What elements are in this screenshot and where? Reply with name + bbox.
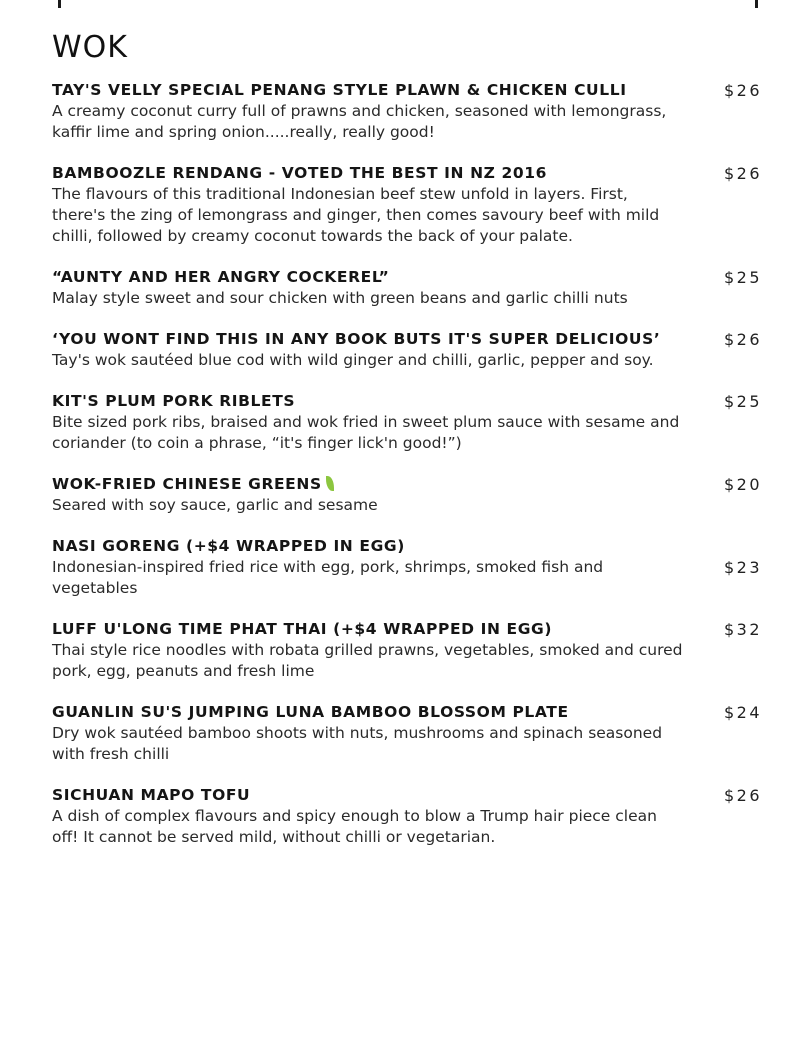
item-name: LUFF U'LONG TIME PHAT THAI (+$4 WRAPPED IN EGG): [52, 620, 553, 638]
item-name: GUANLIN SU'S JUMPING LUNA BAMBOO BLOSSOM PLATE: [52, 703, 569, 721]
menu-item: [52, 391, 764, 454]
border-tick: [755, 0, 758, 8]
menu-item: [52, 329, 764, 371]
item-price: $26: [723, 330, 762, 349]
item-description: The flavours of this traditional Indonesian beef stew unfold in layers. First, there's the zing of lemongrass and ginger, then comes savoury beef with mild chilli, followed by creamy coconut towards the back of your palate.: [52, 185, 660, 245]
item-price: $25: [723, 268, 762, 287]
menu-item: [52, 619, 764, 682]
item-price: $24: [723, 703, 762, 722]
item-price: $32: [723, 620, 762, 639]
item-description: Seared with soy sauce, garlic and sesame: [52, 496, 378, 514]
menu-item: [52, 163, 764, 247]
menu-item: [52, 267, 764, 309]
menu-item: [52, 536, 764, 599]
item-price: $20: [723, 475, 762, 494]
menu-item: [52, 80, 764, 143]
menu-item: [52, 785, 764, 848]
item-description: Malay style sweet and sour chicken with green beans and garlic chilli nuts: [52, 289, 628, 307]
menu-item: [52, 474, 764, 516]
menu-list: [52, 80, 764, 868]
item-name: TAY'S VELLY SPECIAL PENANG STYLE PLAWN & CHICKEN CULLI: [52, 81, 627, 99]
item-description: A dish of complex flavours and spicy enough to blow a Trump hair piece clean off! It cannot be served mild, without chilli or vegetarian.: [52, 807, 657, 846]
item-description: Bite sized pork ribs, braised and wok fried in sweet plum sauce with sesame and coriander (to coin a phrase, “it's finger lick'n good!”): [52, 413, 680, 452]
item-name-row: [52, 474, 684, 495]
item-name: BAMBOOZLE RENDANG - VOTED THE BEST IN NZ 2016: [52, 164, 548, 182]
item-price: $26: [723, 81, 762, 100]
menu-item: [52, 702, 764, 765]
item-name: WOK-FRIED CHINESE GREENS: [52, 475, 322, 493]
item-description: Tay's wok sautéed blue cod with wild ginger and chilli, garlic, pepper and soy.: [52, 351, 654, 369]
item-name: ‘YOU WONT FIND THIS IN ANY BOOK BUTS IT'S SUPER DELICIOUS’: [52, 330, 661, 348]
item-description: Indonesian-inspired fried rice with egg, pork, shrimps, smoked fish and vegetables: [52, 558, 604, 597]
border-tick: [58, 0, 61, 8]
section-heading: WOK: [52, 30, 128, 65]
item-price: $25: [723, 392, 762, 411]
item-name: “AUNTY AND HER ANGRY COCKEREL”: [52, 268, 390, 286]
item-description: Thai style rice noodles with robata grilled prawns, vegetables, smoked and cured pork, egg, peanuts and fresh lime: [52, 641, 683, 680]
item-description: Dry wok sautéed bamboo shoots with nuts, mushrooms and spinach seasoned with fresh chilli: [52, 724, 663, 763]
item-name: KIT'S PLUM PORK RIBLETS: [52, 392, 296, 410]
item-name: NASI GORENG (+$4 WRAPPED IN EGG): [52, 537, 405, 555]
item-name: SICHUAN MAPO TOFU: [52, 786, 251, 804]
leaf-icon: [326, 476, 334, 491]
item-price: $23: [723, 558, 762, 577]
item-price: $26: [723, 786, 762, 805]
item-price: $26: [723, 164, 762, 183]
item-description: A creamy coconut curry full of prawns and chicken, seasoned with lemongrass, kaffir lime and spring onion.....really, really good!: [52, 102, 667, 141]
top-border-fragment: [52, 0, 764, 9]
